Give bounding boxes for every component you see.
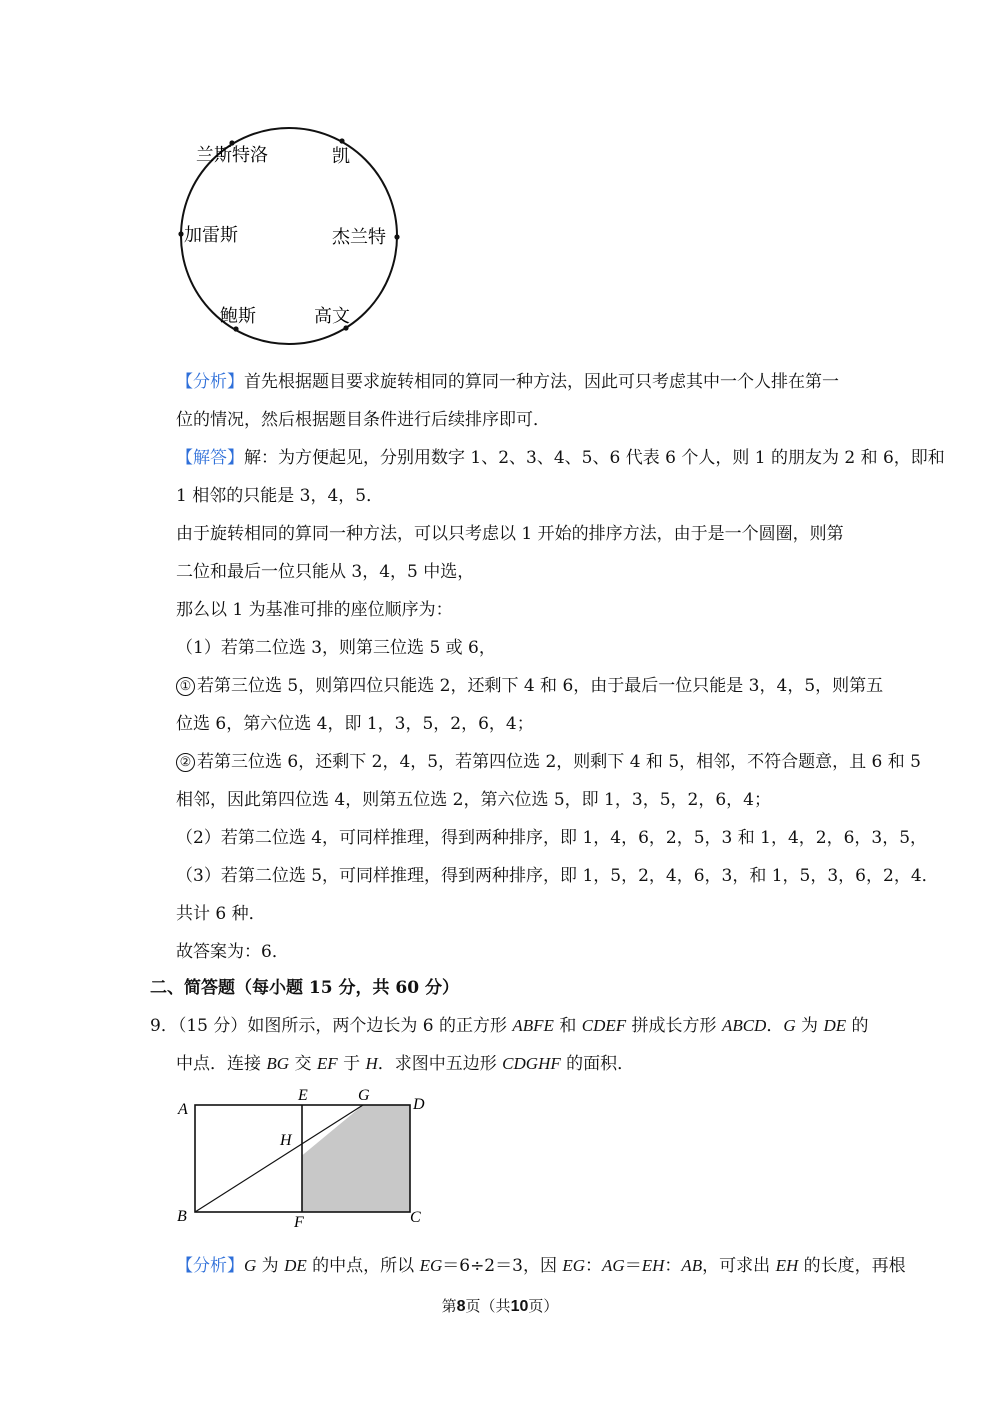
answer1-line-13: 共计 6 种． [176,904,266,924]
page-number: 8 [456,1298,466,1315]
answer1-line-5: 那么以 1 为基准可排的座位顺序为： [176,600,453,620]
answer1-text-1: 解：为方便起见，分别用数字 1、2、3、4、5、6 代表 6 个人，则 1 的朋友为 2 和 6，即和 [244,448,945,468]
answer1-text-7: 若第三位选 5，则第四位只能选 2，还剩下 4 和 6，由于最后一位只能是 3，4，5，则第五 [197,676,884,696]
q9-text: 拼成长方形 [626,1016,722,1036]
analysis2-text: ： [585,1256,603,1276]
math-ef: EF [316,1054,338,1073]
circled-one: ① [176,677,195,696]
footer-mid: 页（共 [465,1297,511,1315]
circled-two: ② [176,753,195,772]
q9-text: 的面积． [560,1054,635,1074]
footer-prefix: 第 [441,1297,457,1315]
rectangle-figure [170,1082,440,1232]
label-f: F [294,1214,304,1231]
seat-dot-kay [339,138,344,143]
answer1-line-8: 位选 6，第六位选 4，即 1，3，5，2，6，4； [176,714,534,734]
math-bg: BG [266,1054,290,1073]
answer1-line-3: 由于旋转相同的算同一种方法，可以只考虑以 1 开始的排序方法，由于是一个圆圈，则第 [176,524,844,544]
name-geraint: 杰兰特 [332,227,386,247]
q9-text: 和 [553,1016,582,1036]
analysis2-text: ＝ [624,1256,642,1276]
answer1-line-12: （3）若第二位选 5，可同样推理，得到两种排序，即 1，5，2，4，6，3，和 1，5，3，6，2，4． [176,866,939,886]
section2-heading: 二、简答题（每小题 15 分，共 60 分） [150,978,459,998]
label-g: G [358,1087,370,1104]
math-g: G [244,1256,257,1275]
name-kay: 凯 [332,146,350,166]
answer1-line-9 [176,750,921,774]
answer1-line-11: （2）若第二位选 4，可同样推理，得到两种排序，即 1，4，6，2，5，3 和 1，4，2，6，3，5， [176,828,928,848]
answer1-line-10: 相邻，因此第四位选 4，则第五位选 2，第六位选 5，即 1，3，5，2，6，4； [176,790,771,810]
analysis1-line-1 [176,370,866,394]
math-de: DE [284,1256,307,1275]
math-ab: AB [681,1256,703,1275]
math-abcd: ABCD [721,1016,767,1035]
answer1-text-9: 若第三位选 6，还剩下 2，4，5，若第四位选 2，则剩下 4 和 5，相邻，不符合题意，且 6 和 5 [197,752,921,772]
q9-text: 于 [337,1054,366,1074]
analysis-tag: 【分析】 [176,1256,244,1276]
analysis2-line-1 [176,1254,906,1278]
math-ag: AG [602,1256,625,1275]
math-eh: EH [641,1256,665,1275]
q9-text: 为 [795,1016,824,1036]
label-c: C [410,1209,421,1226]
seat-dot-geraint [394,234,399,239]
name-lancelot: 兰斯特洛 [196,145,268,165]
math-eg: EG [419,1256,443,1275]
math-cdef: CDEF [581,1016,627,1035]
shaded-pentagon-cdghf [302,1105,410,1212]
q9-text: 中点．连接 [176,1054,267,1074]
math-h: H [365,1054,378,1073]
answer1-line-6: （1）若第二位选 3，则第三位选 5 或 6， [176,638,496,658]
q9-text: 的 [846,1016,869,1036]
label-b: B [177,1208,187,1225]
math-eh: EH [775,1256,799,1275]
name-gareth: 加雷斯 [184,225,238,245]
analysis1-line-2: 位的情况，然后根据题目条件进行后续排序即可． [176,410,550,430]
footer-suffix: 页） [528,1297,559,1315]
math-cdghf: CDGHF [502,1054,561,1073]
answer1-line-2: 1 相邻的只能是 3，4，5． [176,486,384,506]
label-a: A [178,1101,188,1118]
answer1-line-1 [176,446,945,470]
seat-dot-gawain [343,325,348,330]
analysis2-text: 的长度，再根 [798,1256,906,1276]
label-h: H [280,1132,292,1149]
math-eg: EG [562,1256,586,1275]
analysis1-text-1: 首先根据题目要求旋转相同的算同一种方法，因此可只考虑其中一个人排在第一 [244,372,839,392]
label-d: D [413,1096,425,1113]
q9-number: 9． [150,1016,178,1036]
total-pages: 10 [510,1298,529,1315]
answer1-line-14: 故答案为：6． [176,942,289,962]
q9-text: 交 [289,1054,317,1074]
answer1-line-4: 二位和最后一位只能从 3，4，5 中选， [176,562,475,582]
q9-text: ．求图中五边形 [377,1054,503,1074]
q9-line-2 [176,1052,866,1076]
label-e: E [298,1087,308,1104]
seat-dot-bors [233,326,238,331]
name-gawain: 高文 [314,306,350,326]
analysis-tag: 【分析】 [176,372,244,392]
page-footer [0,1295,1000,1316]
analysis2-text: ： [664,1256,682,1276]
analysis2-text: 的中点，所以 [306,1256,420,1276]
seat-dot-gareth [178,231,183,236]
analysis2-text: ，可求出 [702,1256,776,1276]
q9-text: ． [766,1016,784,1036]
answer1-line-7 [176,674,884,698]
analysis2-text: ＝6÷2＝3，因 [442,1256,563,1276]
math-abfe: ABFE [512,1016,554,1035]
analysis2-text: 为 [256,1256,285,1276]
math-de: DE [823,1016,847,1035]
seating-circle-figure [160,118,420,358]
math-g: G [783,1016,796,1035]
name-bors: 鲍斯 [220,306,256,326]
q9-line-1 [150,1014,870,1038]
answer-tag: 【解答】 [176,448,244,468]
q9-text: （15 分）如图所示，两个边长为 6 的正方形 [177,1016,513,1036]
